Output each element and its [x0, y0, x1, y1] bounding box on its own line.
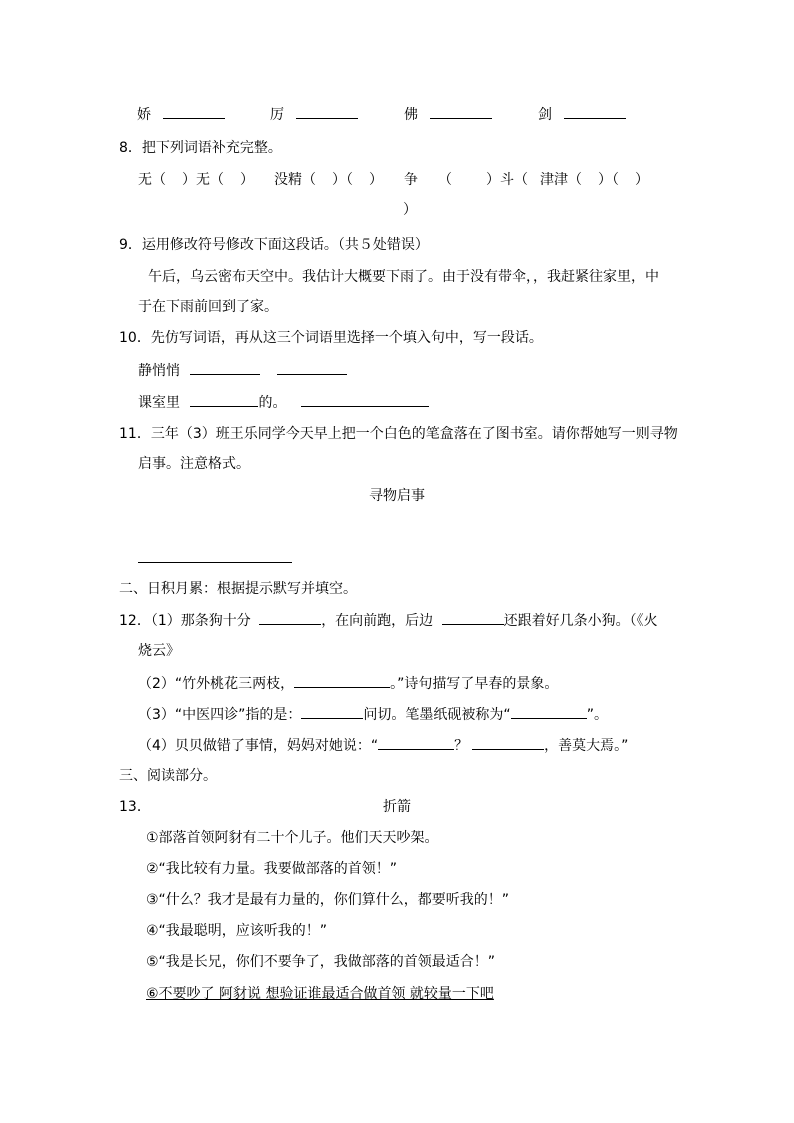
q8-word-2 — [274, 170, 383, 190]
q7-row — [137, 104, 225, 125]
q8-title: 8．把下列词语补充完整。 — [119, 140, 282, 156]
q7-char-3: 佛 — [404, 107, 418, 123]
q7-item-4 — [538, 104, 626, 125]
q10-prefix: 课室里 — [138, 395, 180, 411]
q8-w2a: 没精（ — [274, 172, 316, 188]
q9-title: 9．运用修改符号修改下面这段话。（共５处错误） — [119, 237, 429, 253]
q8-w3a: 争 — [404, 172, 418, 188]
story-para-4: ④“我最聪明，应该听我的！” — [146, 923, 328, 939]
q10-blank-1[interactable] — [190, 360, 260, 375]
q11-title-line-1: 11．三年（3）班王乐同学今天早上把一个白色的笔盒落在了图书室。请你帮她写一则寻物 — [119, 426, 678, 442]
q7-char-4: 剑 — [538, 107, 552, 123]
q12-blank-5[interactable] — [511, 704, 587, 719]
q7-blank-3[interactable] — [430, 104, 492, 119]
q12-blank-1[interactable] — [259, 610, 321, 625]
story-para-3: ③“什么？我才是最有力量的，你们算什么，都要听我的！” — [146, 892, 510, 908]
q10-mid: 的。 — [258, 395, 287, 411]
story-para-5: ⑤“我是长兄，你们不要争了，我做部落的首领最适合！” — [146, 954, 496, 970]
q11-heading: 寻物启事 — [369, 488, 425, 504]
q11-blank[interactable] — [138, 548, 292, 569]
q8-word-3 — [404, 170, 528, 190]
q13-number: 13． — [119, 799, 151, 815]
q12-blank-7[interactable] — [472, 735, 544, 750]
q10-blank-4[interactable] — [301, 392, 429, 407]
q8-word-4 — [540, 170, 649, 190]
q12-blank-2[interactable] — [442, 610, 504, 625]
q7-blank-2[interactable] — [296, 104, 358, 119]
q9-line-1: 午后，乌云密布天空中。我估计大概要下雨了。由于没有带伞，，我赶紧往家里，中 — [148, 269, 659, 285]
q12-line-4 — [138, 735, 628, 756]
q7-char-1: 娇 — [137, 107, 151, 123]
q7-char-2: 厉 — [270, 107, 284, 123]
q12-a1: 12．（1）那条狗十分 — [119, 613, 251, 629]
q9-line-2: 于在下雨前回到了家。 — [138, 299, 278, 315]
q8-w1c: ） — [240, 172, 254, 188]
q12-a4: 烧云》 — [138, 643, 180, 659]
story-para-1: ①部落首领阿豺有二十个儿子。他们天天吵架。 — [146, 830, 439, 846]
q8-wrap: ） — [403, 202, 417, 218]
q7-item-3 — [404, 104, 492, 125]
story-title: 折箭 — [383, 799, 411, 815]
story-para-2: ②“我比较有力量。我要做部落的首领！” — [146, 861, 398, 877]
q10-blank-2[interactable] — [277, 360, 347, 375]
q8-word-1 — [138, 170, 254, 190]
q8-w4b: ）（ — [598, 172, 619, 188]
q12-blank-6[interactable] — [378, 735, 454, 750]
q12-d3: ，善莫大焉。” — [544, 738, 629, 754]
q8-w2c: ） — [369, 172, 383, 188]
q12-b2: 。”诗句描写了早春的景象。 — [390, 676, 559, 692]
q12-b1: （2）“竹外桃花三两枝， — [138, 676, 295, 692]
q7-blank-1[interactable] — [163, 104, 225, 119]
q10-row-1 — [138, 360, 347, 381]
q8-w4c: ） — [635, 172, 649, 188]
q8-w3c: ）斗（ — [486, 172, 528, 188]
q12-line-2 — [138, 673, 558, 694]
q8-w2b: ）（ — [332, 172, 353, 188]
q7-blank-4[interactable] — [564, 104, 626, 119]
q12-c2: 问切。笔墨纸砚被称为“ — [363, 707, 511, 723]
q11-title-line-2: 启事。注意格式。 — [138, 456, 250, 472]
sec3-title: 三、阅读部分。 — [119, 768, 217, 784]
q12-a2: ，在向前跑，后边 — [321, 613, 434, 629]
q8-w1b: ）无（ — [182, 172, 224, 188]
q8-w1a: 无（ — [138, 172, 166, 188]
q10-word: 静悄悄 — [138, 363, 180, 379]
q8-w4a: 津津（ — [540, 172, 582, 188]
q12-blank-3[interactable] — [294, 673, 390, 688]
q12-blank-4[interactable] — [301, 704, 363, 719]
q12-d2: ？ — [454, 738, 469, 754]
q12-c3: ”。 — [586, 707, 608, 723]
q10-blank-3[interactable] — [190, 392, 258, 407]
q12-a3: 还跟着好几条小狗。（《火 — [503, 613, 658, 629]
q12-line-3 — [138, 704, 608, 725]
q12-d1: （4）贝贝做错了事情，妈妈对她说：“ — [138, 738, 379, 754]
q12-line-1 — [119, 610, 658, 631]
sec2-title: 二、日积月累：根据提示默写并填空。 — [119, 581, 357, 597]
q10-row-2 — [138, 392, 429, 413]
story-para-6: ⑥不要吵了 阿豺说 想验证谁最适合做首领 就较量一下吧 — [146, 986, 494, 1002]
q11-blank-line[interactable] — [138, 548, 292, 563]
q10-title: 10．先仿写词语，再从这三个词语里选择一个填入句中，写一段话。 — [119, 330, 543, 346]
q12-c1: （3）“中医四诊”指的是： — [138, 707, 302, 723]
q7-item-2 — [270, 104, 358, 125]
q8-w3b: （ — [438, 172, 452, 188]
